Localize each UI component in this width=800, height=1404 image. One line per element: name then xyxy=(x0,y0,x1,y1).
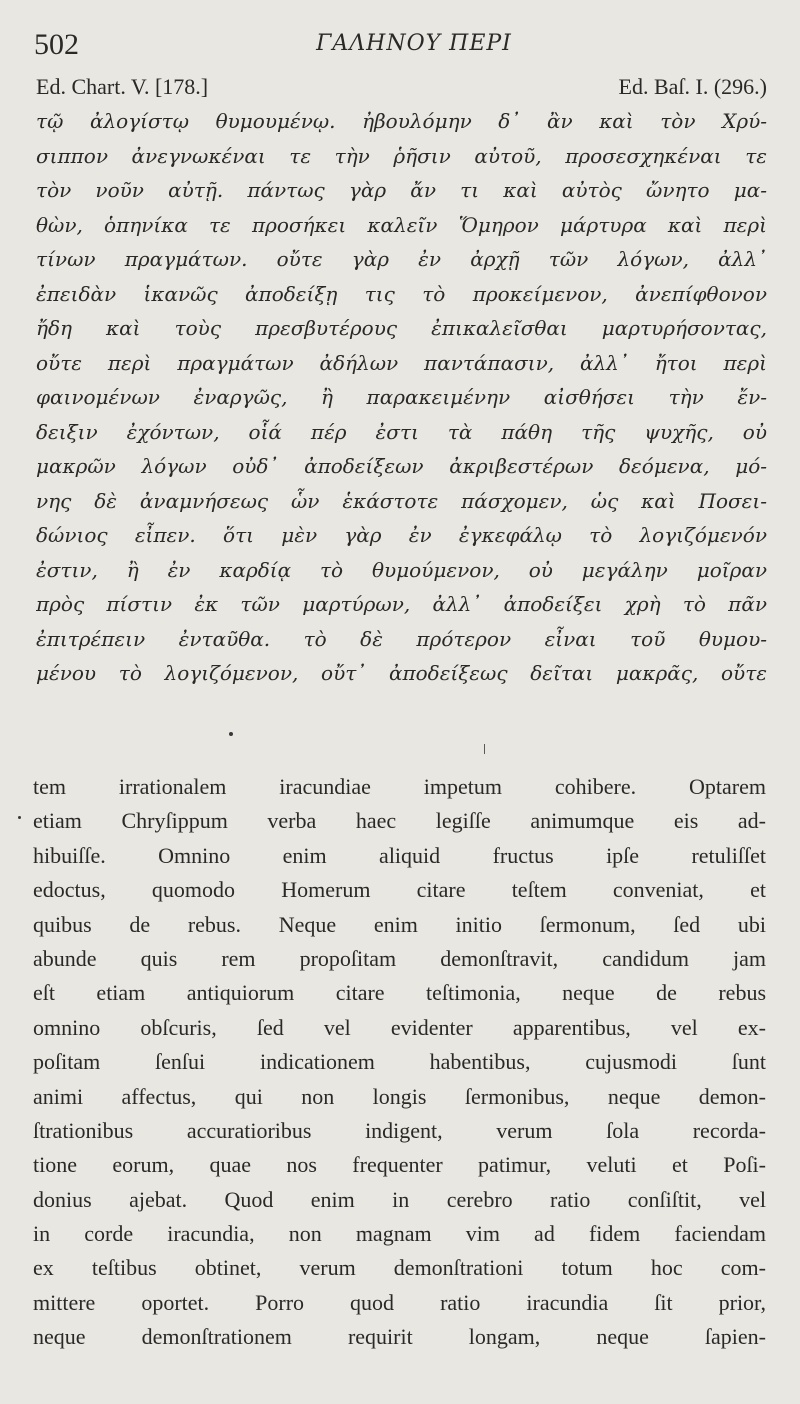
latin-line: hibuiſſe. Omnino enim aliquid fructus ipſe retuliſſet xyxy=(33,842,766,868)
greek-line: μένου τὸ λογιζόμενον, οὔτ᾽ ἀποδείξεως δεῖται μακρᾶς, οὔτε xyxy=(36,661,767,685)
greek-line: πρὸς πίστιν ἐκ τῶν μαρτύρων, ἀλλ᾽ ἀποδείξει χρὴ τὸ πᾶν xyxy=(36,592,767,616)
print-tick-mark xyxy=(484,744,485,754)
edition-chartier: Ed. Chart. V. [178.] xyxy=(36,74,209,99)
greek-line: νης δὲ ἀναμνήσεως ὧν ἑκάστοτε πάσχομεν, ὡς καὶ Ποσει- xyxy=(36,488,767,513)
latin-line: in corde iracundia, non magnam vim ad fidem faciendam xyxy=(33,1221,766,1247)
greek-line: μακρῶν λόγων οὐδ᾽ ἀποδείξεων ἀκριβεστέρων δεόμενα, μό- xyxy=(36,454,767,478)
greek-text-block xyxy=(36,104,767,691)
greek-line: ἤδη καὶ τοὺς πρεσβυτέρους ἐπικαλεῖσθαι μαρτυρήσοντας, xyxy=(36,316,767,340)
latin-line: tem irrationalem iracundiae impetum cohibere. Optarem xyxy=(33,774,766,799)
greek-line: τὸν νοῦν αὐτῇ. πάντως γὰρ ἄν τι καὶ αὐτὸς ὤνητο μα- xyxy=(36,178,767,202)
greek-line: οὔτε περὶ πραγμάτων ἀδήλων παντάπασιν, ἀλλ᾽ ἤτοι περὶ xyxy=(36,350,767,375)
latin-line: neque demonſtrationem requirit longam, neque ſapien- xyxy=(33,1324,766,1350)
latin-text-block xyxy=(33,770,766,1355)
latin-line: ex teſtibus obtinet, verum demonſtrationi totum hoc com- xyxy=(33,1255,766,1281)
greek-line: δώνιος εἶπεν. ὅτι μὲν γὰρ ἐν ἐγκεφάλῳ τὸ λογιζόμενόν xyxy=(36,523,767,547)
edition-basel: Ed. Baſ. I. (296.) xyxy=(618,74,767,99)
latin-line: etiam Chryſippum verba haec legiſſe animumque eis ad- xyxy=(33,808,766,834)
greek-line: θὼν, ὁπηνίκα τε προσήκει καλεῖν Ὅμηρον μάρτυρα καὶ περὶ xyxy=(36,212,767,237)
latin-line: omnino obſcuris, ſed vel evidenter apparentibus, vel ex- xyxy=(33,1014,766,1040)
greek-line: δειξιν ἐχόντων, οἷά πέρ ἐστι τὰ πάθη τῆς ψυχῆς, οὐ xyxy=(36,419,767,444)
running-title: ΓΑΛΗΝΟΥ ΠΕΡΙ xyxy=(316,31,512,56)
greek-line: ἐπιτρέπειν ἐνταῦθα. τὸ δὲ πρότερον εἶναι τοῦ θυμου- xyxy=(36,626,767,651)
print-dot-mark xyxy=(18,816,21,819)
greek-line: ἐστιν, ἢ ἐν καρδίᾳ τὸ θυμούμενον, οὐ μεγάλην μοῖραν xyxy=(36,557,767,582)
latin-line: donius ajebat. Quod enim in cerebro ratio conſiſtit, vel xyxy=(33,1186,766,1212)
latin-line: abunde quis rem propoſitam demonſtravit, candidum jam xyxy=(33,945,766,971)
greek-line: τῷ ἀλογίστῳ θυμουμένῳ. ἠβουλόμην δ᾽ ἂν καὶ τὸν Χρύ- xyxy=(36,109,767,133)
greek-line: σιππον ἀνεγνωκέναι τε τὴν ῥῆσιν αὐτοῦ, προσεσχηκέναι τε xyxy=(36,143,767,168)
page-number: 502 xyxy=(34,28,79,61)
greek-line: φαινομένων ἐναργῶς, ἢ παρακειμένην αἰσθήσει τὴν ἔν- xyxy=(36,385,767,409)
latin-line: eſt etiam antiquiorum citare teſtimonia, neque de rebus xyxy=(33,980,766,1006)
page-header xyxy=(34,28,767,68)
greek-line: ἐπειδὰν ἱκανῶς ἀποδείξῃ τις τὸ προκείμενον, ἀνεπίφθονον xyxy=(36,281,767,306)
latin-line: animi affectus, qui non longis ſermonibus, neque demon- xyxy=(33,1083,766,1109)
latin-line: ſtrationibus accuratioribus indigent, verum ſola recorda- xyxy=(33,1117,766,1143)
latin-line: quibus de rebus. Neque enim initio ſermonum, ſed ubi xyxy=(33,911,766,937)
latin-line: poſitam ſenſui indicationem habentibus, cujusmodi ſunt xyxy=(33,1049,766,1075)
latin-line: tione eorum, quae nos frequenter patimur, veluti et Poſi- xyxy=(33,1152,766,1178)
print-dot-mark xyxy=(229,732,233,736)
greek-line: τίνων πραγμάτων. οὔτε γὰρ ἐν ἀρχῇ τῶν λόγων, ἀλλ᾽ xyxy=(36,247,767,271)
latin-line: mittere oportet. Porro quod ratio iracundia ſit prior, xyxy=(33,1289,766,1315)
latin-line: edoctus, quomodo Homerum citare teſtem conveniat, et xyxy=(33,877,766,903)
edition-references xyxy=(36,74,767,104)
